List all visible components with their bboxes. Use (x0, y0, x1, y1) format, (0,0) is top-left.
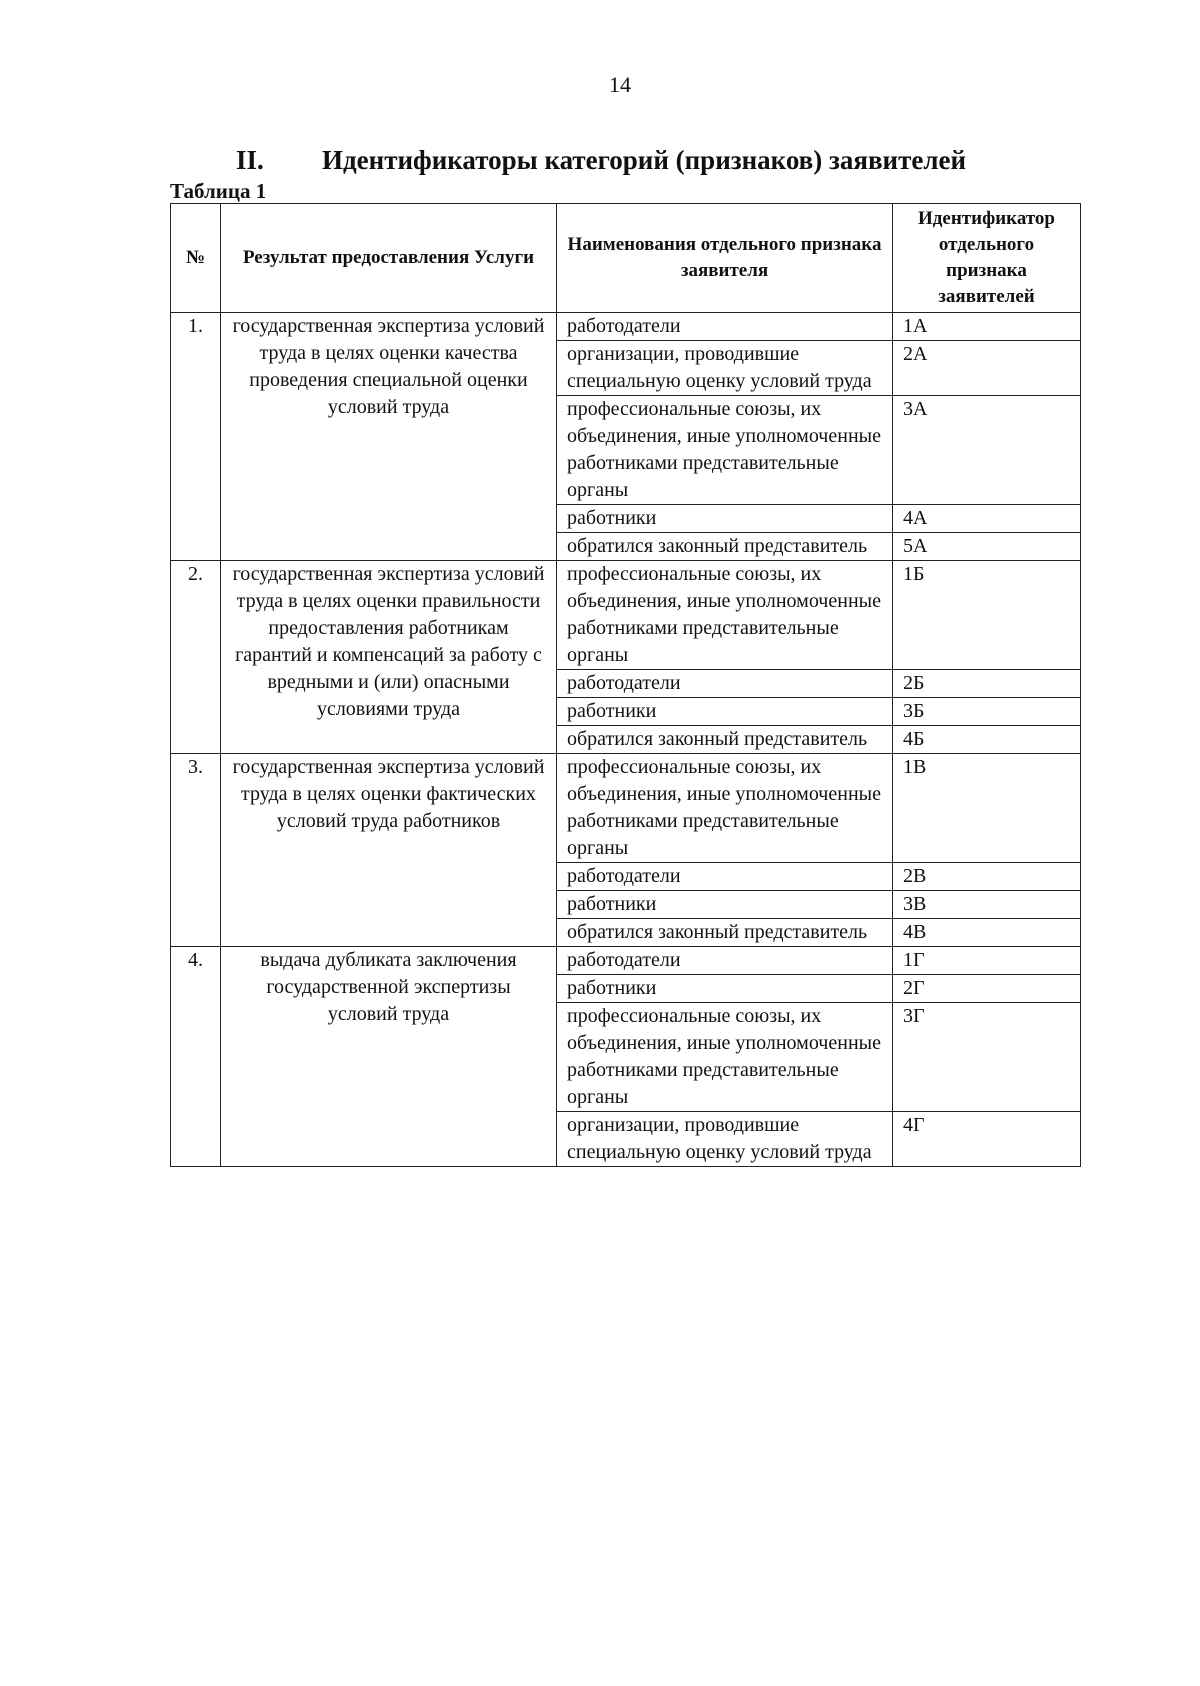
applicant-attribute-name: обратился законный представитель (557, 533, 893, 561)
table-header-row (171, 204, 1081, 313)
applicant-attribute-name: профессиональные союзы, их объединения, иные уполномоченные работниками представительные органы (557, 396, 893, 505)
row-number: 4. (171, 947, 221, 1167)
applicant-attribute-name: работодатели (557, 863, 893, 891)
service-result: государственная экспертиза условий труда в целях оценки качества проведения специальной оценки условий труда (221, 313, 557, 561)
applicant-attribute-name: работники (557, 975, 893, 1003)
applicant-attribute-identifier: 1А (893, 313, 1081, 341)
applicant-attribute-name: обратился законный представитель (557, 726, 893, 754)
applicant-attribute-name: работники (557, 698, 893, 726)
applicant-attribute-name: профессиональные союзы, их объединения, иные уполномоченные работниками представительные органы (557, 1003, 893, 1112)
table-caption: Таблица 1 (170, 179, 267, 203)
applicant-attribute-identifier: 2Б (893, 670, 1081, 698)
table-row (171, 313, 1081, 341)
applicant-attribute-name: профессиональные союзы, их объединения, иные уполномоченные работниками представительные органы (557, 561, 893, 670)
header-result: Результат предоставления Услуги (221, 204, 557, 313)
row-number: 3. (171, 754, 221, 947)
applicant-attribute-name: обратился законный представитель (557, 919, 893, 947)
applicant-attribute-identifier: 4Б (893, 726, 1081, 754)
header-number: № (171, 204, 221, 313)
section-number: II. (236, 145, 264, 175)
applicant-attribute-name: работодатели (557, 313, 893, 341)
service-result: выдача дубликата заключения государственной экспертизы условий труда (221, 947, 557, 1167)
service-result: государственная экспертиза условий труда в целях оценки фактических условий труда работников (221, 754, 557, 947)
applicant-attribute-name: профессиональные союзы, их объединения, иные уполномоченные работниками представительные органы (557, 754, 893, 863)
header-name: Наименования отдельного признака заявителя (557, 204, 893, 313)
table-row (171, 561, 1081, 670)
row-number: 2. (171, 561, 221, 754)
row-number: 1. (171, 313, 221, 561)
page-number: 14 (609, 72, 631, 97)
table-body (171, 313, 1081, 1167)
header-identifier: Идентификатор отдельного признака заявителей (893, 204, 1081, 313)
applicant-attribute-identifier: 4Г (893, 1112, 1081, 1167)
applicant-attribute-identifier: 3Г (893, 1003, 1081, 1112)
applicant-attribute-identifier: 1Г (893, 947, 1081, 975)
applicant-attribute-identifier: 3Б (893, 698, 1081, 726)
applicant-attribute-name: работодатели (557, 947, 893, 975)
applicant-attribute-name: организации, проводившие специальную оценку условий труда (557, 1112, 893, 1167)
applicant-attribute-name: работодатели (557, 670, 893, 698)
section-title (236, 145, 966, 176)
applicant-attribute-identifier: 1Б (893, 561, 1081, 670)
applicant-attribute-identifier: 3А (893, 396, 1081, 505)
applicant-attribute-identifier: 3В (893, 891, 1081, 919)
applicant-attribute-name: организации, проводившие специальную оценку условий труда (557, 341, 893, 396)
applicant-attribute-identifier: 4В (893, 919, 1081, 947)
identifiers-table (170, 203, 1081, 1167)
applicant-attribute-identifier: 4А (893, 505, 1081, 533)
table-row (171, 754, 1081, 863)
applicant-attribute-identifier: 5А (893, 533, 1081, 561)
applicant-attribute-identifier: 2Г (893, 975, 1081, 1003)
table-row (171, 947, 1081, 975)
applicant-attribute-name: работники (557, 891, 893, 919)
service-result: государственная экспертиза условий труда в целях оценки правильности предоставления работникам гарантий и компенсаций за работу с вредными и (или) опасными условиями труда (221, 561, 557, 754)
applicant-attribute-identifier: 2А (893, 341, 1081, 396)
applicant-attribute-identifier: 1В (893, 754, 1081, 863)
applicant-attribute-name: работники (557, 505, 893, 533)
section-heading: Идентификаторы категорий (признаков) заявителей (322, 145, 967, 175)
applicant-attribute-identifier: 2В (893, 863, 1081, 891)
